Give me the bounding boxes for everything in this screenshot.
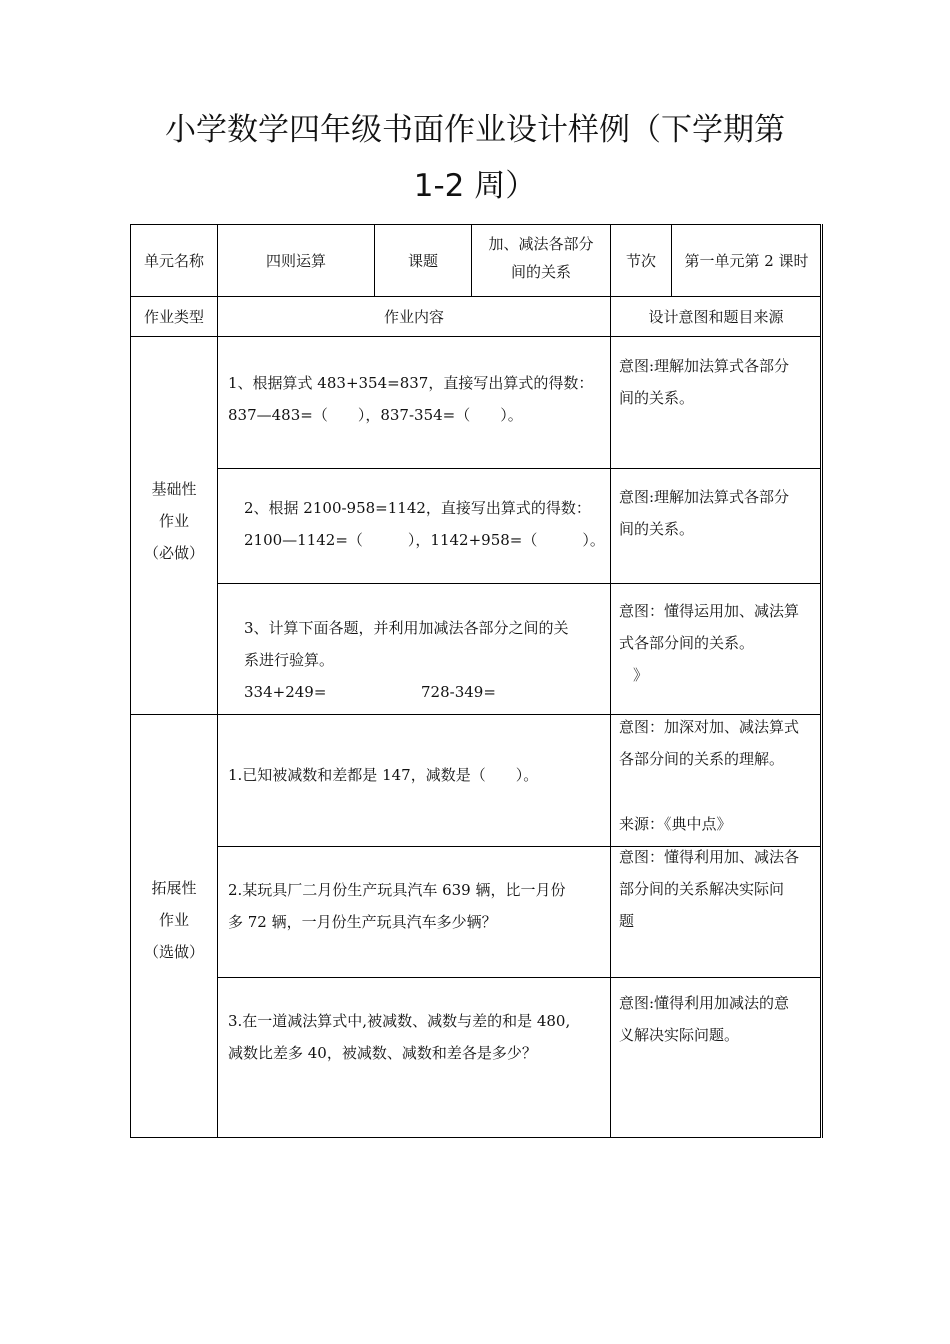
extended-q3-line-1: 3.在一道减法算式中,被减数、减数与差的和是 480,	[228, 1012, 571, 1030]
unit-label-cell	[130, 224, 217, 296]
extended-type-cell	[130, 714, 217, 1138]
session-label-cell	[610, 224, 671, 296]
basic-q2-intent-line-2: 间的关系。	[619, 520, 695, 538]
extended-q2-intent-line-1: 意图：懂得利用加、减法各	[619, 848, 800, 866]
basic-type-line-3: （必做）	[143, 544, 204, 562]
unit-label: 单元名称	[143, 251, 204, 270]
page-title-line-1: 小学数学四年级书面作业设计样例（下学期第	[165, 112, 785, 148]
basic-q2-line-2: 2100—1142=（ ），1142+958=（ ）。	[244, 531, 605, 549]
basic-q3-expression-1: 334+249=	[244, 683, 327, 701]
extended-q3-content-cell	[217, 977, 610, 1138]
extended-q2-line-2: 多 72 辆，一月份生产玩具汽车多少辆？	[228, 913, 497, 931]
basic-q3-content-cell	[217, 583, 610, 714]
extended-q3-line-2: 减数比差多 40，被减数、减数和差各是多少？	[228, 1044, 537, 1062]
session-label: 节次	[625, 251, 656, 270]
table-bottom-border	[130, 1137, 821, 1138]
unit-value: 四则运算	[265, 251, 326, 270]
extended-q3-intent-line-2: 义解决实际问题。	[619, 1026, 740, 1044]
extended-q2-intent-line-2: 部分间的关系解决实际问	[619, 880, 785, 898]
basic-q3-intent-line-1: 意图：懂得运用加、减法算	[619, 602, 800, 620]
extended-q2-intent-line-3: 题	[619, 912, 635, 930]
basic-q1-content-cell	[217, 336, 610, 468]
extended-q1-intent-line-1: 意图：加深对加、减法算式	[619, 718, 800, 736]
basic-type-line-2: 作业	[158, 512, 189, 530]
basic-q3-intent-cell	[610, 583, 821, 714]
session-value-cell	[671, 224, 821, 296]
extended-type-line-2: 作业	[158, 911, 189, 929]
session-value: 第一单元第 2 课时	[684, 251, 809, 270]
topic-label: 课题	[407, 251, 438, 270]
basic-q3-line-2: 系进行验算。	[244, 651, 335, 669]
basic-type-line-1: 基础性	[151, 480, 197, 498]
intent-heading-cell	[610, 296, 821, 336]
extended-q2-intent-cell	[610, 846, 821, 977]
content-heading-cell	[217, 296, 610, 336]
basic-q3-expression-2: 728-349=	[421, 683, 496, 701]
basic-q2-line-1: 2、根据 2100-958=1142，直接写出算式的得数：	[244, 499, 591, 517]
extended-type-line-3: （选做）	[143, 943, 204, 961]
basic-q3-intent-line-3: 》	[633, 666, 649, 684]
extended-q3-intent-line-1: 意图:懂得利用加减法的意	[619, 994, 790, 1012]
topic-value-line-1: 加、减法各部分	[488, 235, 594, 253]
type-heading-cell	[130, 296, 217, 336]
extended-q2-content-cell	[217, 846, 610, 977]
basic-q1-intent-line-1: 意图:理解加法算式各部分	[619, 357, 790, 375]
basic-q2-intent-cell	[610, 468, 821, 583]
unit-value-cell	[217, 224, 374, 296]
extended-q1-intent-line-2: 各部分间的关系的理解。	[619, 750, 785, 768]
page-title-line-2: 1-2 周）	[413, 168, 537, 204]
extended-q1-line-1: 1.已知被减数和差都是 147，减数是（ ）。	[228, 766, 539, 784]
basic-q2-intent-line-1: 意图:理解加法算式各部分	[619, 488, 790, 506]
topic-value-line-2: 间的关系	[510, 263, 571, 281]
content-heading: 作业内容	[383, 307, 444, 326]
topic-value-cell	[471, 224, 610, 296]
basic-q1-intent-line-2: 间的关系。	[619, 389, 695, 407]
basic-type-cell	[130, 336, 217, 714]
basic-q3-intent-line-2: 式各部分间的关系。	[619, 634, 755, 652]
basic-q3-line-1: 3、计算下面各题，并利用加减法各部分之间的关	[244, 619, 569, 637]
basic-q1-line-1: 1、根据算式 483+354=837，直接写出算式的得数：	[228, 374, 594, 392]
topic-label-cell	[374, 224, 471, 296]
extended-q1-content-cell	[217, 714, 610, 846]
extended-q1-intent-cell	[610, 714, 821, 846]
extended-q1-source: 来源：《典中点》	[619, 815, 732, 833]
extended-type-line-1: 拓展性	[151, 879, 197, 897]
extended-q3-intent-cell	[610, 977, 821, 1138]
basic-q2-content-cell	[217, 468, 610, 583]
basic-q1-line-2: 837—483=（ ），837-354=（ ）。	[228, 406, 523, 424]
table-right-border-outer	[822, 224, 823, 1138]
intent-heading: 设计意图和题目来源	[648, 307, 784, 326]
type-heading: 作业类型	[143, 307, 204, 326]
table-right-border	[820, 224, 821, 1138]
extended-q2-line-1: 2.某玩具厂二月份生产玩具汽车 639 辆，比一月份	[228, 881, 566, 899]
basic-q1-intent-cell	[610, 336, 821, 468]
